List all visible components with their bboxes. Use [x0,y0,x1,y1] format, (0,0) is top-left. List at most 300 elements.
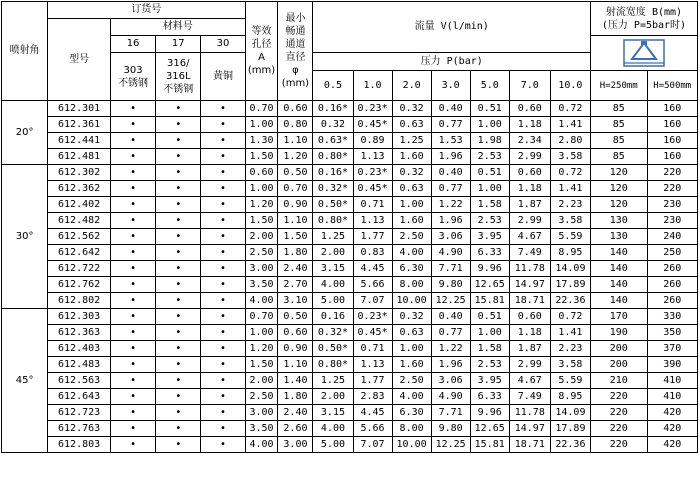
spray-angle-cell: 45° [2,309,48,453]
material-16-dot: • [110,389,155,405]
flow-cell: 1.18 [509,181,550,197]
flow-cell: 4.00 [392,245,431,261]
material-17-dot: • [156,229,201,245]
min-passage-cell: 1.40 [278,373,313,389]
material-316-header [156,53,201,101]
model-cell: 612.642 [48,245,111,261]
flow-cell: 0.83 [353,245,392,261]
pressure-value: 10.0 [550,71,590,101]
flow-cell: 9.80 [431,277,470,293]
equiv-orifice-line: A [258,52,265,63]
width-h250-cell: 220 [590,421,647,437]
flow-cell: 1.22 [431,197,470,213]
material-16-dot: • [110,437,155,453]
pressure-value: 3.0 [431,71,470,101]
flow-cell: 0.77 [431,181,470,197]
table-row [2,261,698,277]
width-h500-cell: 230 [647,197,697,213]
flow-cell: 4.00 [392,389,431,405]
flow-cell: 12.25 [431,437,470,453]
flow-cell: 0.23* [353,309,392,325]
model-cell: 612.361 [48,117,111,133]
material-17-dot: • [156,293,201,309]
equiv-orifice-cell: 1.50 [245,213,278,229]
flow-cell: 0.45* [353,325,392,341]
flow-cell: 3.58 [550,149,590,165]
flow-cell: 0.23* [353,165,392,181]
material-17-dot: • [156,341,201,357]
model-cell: 612.482 [48,213,111,229]
material-30-dot: • [201,421,245,437]
flow-cell: 2.23 [550,197,590,213]
width-h500-cell: 420 [647,437,697,453]
equiv-orifice-cell: 0.60 [245,165,278,181]
material-30-dot: • [201,101,245,117]
flow-cell: 15.81 [470,437,509,453]
equiv-orifice-cell: 3.00 [245,261,278,277]
flow-cell: 1.60 [392,357,431,373]
material-316-line: 316/ [167,58,190,69]
min-passage-cell: 0.60 [278,101,313,117]
material-no-header: 材料号 [110,19,245,36]
equiv-orifice-line: 等效 [251,26,272,37]
flow-cell: 14.97 [509,277,550,293]
equiv-orifice-cell: 1.00 [245,325,278,341]
width-h250-cell: 120 [590,165,647,181]
flow-cell: 8.95 [550,245,590,261]
flow-cell: 1.96 [431,149,470,165]
flow-cell: 1.41 [550,325,590,341]
flow-cell: 1.18 [509,117,550,133]
flow-cell: 22.36 [550,437,590,453]
min-passage-cell: 2.40 [278,405,313,421]
flow-cell: 0.71 [353,341,392,357]
equiv-orifice-cell: 4.00 [245,293,278,309]
material-30-dot: • [201,325,245,341]
flow-cell: 1.96 [431,357,470,373]
flow-cell: 5.59 [550,373,590,389]
material-16-dot: • [110,181,155,197]
flow-cell: 2.53 [470,213,509,229]
flow-cell: 1.18 [509,325,550,341]
material-30-dot: • [201,165,245,181]
flow-cell: 1.00 [470,117,509,133]
equiv-orifice-line: (mm) [247,65,276,76]
flow-cell: 7.49 [509,389,550,405]
nozzle-spec-table [1,1,698,453]
width-h500-cell: 230 [647,213,697,229]
flow-cell: 6.30 [392,261,431,277]
model-cell: 612.301 [48,101,111,117]
material-16-dot: • [110,149,155,165]
model-cell: 612.481 [48,149,111,165]
flow-cell: 7.07 [353,293,392,309]
flow-cell: 1.98 [470,133,509,149]
width-h500-cell: 160 [647,149,697,165]
flow-cell: 11.78 [509,261,550,277]
width-h250-cell: 85 [590,117,647,133]
material-30-dot: • [201,149,245,165]
material-16-dot: • [110,277,155,293]
model-cell: 612.563 [48,373,111,389]
flow-cell: 0.40 [431,165,470,181]
width-h250-cell: 210 [590,373,647,389]
flow-cell: 9.96 [470,261,509,277]
material-16-dot: • [110,373,155,389]
model-cell: 612.302 [48,165,111,181]
flow-cell: 0.72 [550,101,590,117]
flow-cell: 2.00 [313,245,353,261]
material-30-dot: • [201,229,245,245]
flow-cell: 7.07 [353,437,392,453]
material-17-dot: • [156,261,201,277]
equiv-orifice-cell: 1.50 [245,357,278,373]
flow-cell: 10.00 [392,293,431,309]
table-row [2,165,698,181]
model-cell: 612.303 [48,309,111,325]
model-cell: 612.723 [48,405,111,421]
table-row [2,117,698,133]
flow-cell: 1.00 [470,181,509,197]
min-passage-cell: 0.60 [278,325,313,341]
min-passage-cell: 2.40 [278,261,313,277]
equiv-orifice-cell: 2.00 [245,373,278,389]
flow-cell: 0.72 [550,309,590,325]
flow-cell: 4.45 [353,405,392,421]
flow-cell: 3.15 [313,405,353,421]
table-row [2,245,698,261]
width-h500-cell: 160 [647,101,697,117]
spray-angle-header: 喷射角 [2,2,48,101]
material-17-dot: • [156,325,201,341]
width-h500-header: H=500mm [647,71,697,101]
flow-cell: 2.23 [550,341,590,357]
equiv-orifice-cell: 2.50 [245,245,278,261]
width-h500-cell: 420 [647,421,697,437]
flow-cell: 14.09 [550,261,590,277]
flow-cell: 4.67 [509,229,550,245]
width-h500-cell: 260 [647,293,697,309]
material-17-dot: • [156,117,201,133]
model-cell: 612.722 [48,261,111,277]
width-h250-header: H=250mm [590,71,647,101]
material-17-dot: • [156,213,201,229]
material-30-dot: • [201,261,245,277]
flow-cell: 0.16* [313,101,353,117]
flow-cell: 0.40 [431,101,470,117]
flow-cell: 0.16 [313,309,353,325]
flow-cell: 5.59 [550,229,590,245]
flow-cell: 1.60 [392,149,431,165]
table-row [2,405,698,421]
min-passage-cell: 3.10 [278,293,313,309]
table-row [2,389,698,405]
model-cell: 612.643 [48,389,111,405]
flow-cell: 2.53 [470,357,509,373]
flow-cell: 0.63 [392,181,431,197]
min-passage-line: φ [292,65,299,76]
flow-cell: 2.99 [509,213,550,229]
flow-cell: 17.89 [550,421,590,437]
flow-cell: 2.83 [353,389,392,405]
flow-cell: 1.41 [550,117,590,133]
flow-cell: 1.77 [353,373,392,389]
width-h250-cell: 130 [590,229,647,245]
table-row [2,149,698,165]
width-h250-cell: 140 [590,293,647,309]
flow-cell: 1.13 [353,149,392,165]
flow-cell: 0.45* [353,181,392,197]
flow-cell: 6.30 [392,405,431,421]
material-17-dot: • [156,357,201,373]
material-code-17: 17 [156,36,201,53]
flow-cell: 0.89 [353,133,392,149]
material-17-dot: • [156,101,201,117]
flow-cell: 3.95 [470,229,509,245]
table-row [2,101,698,117]
material-brass-header: 黄铜 [201,53,245,101]
table-row [2,341,698,357]
flow-cell: 18.71 [509,437,550,453]
flow-cell: 11.78 [509,405,550,421]
width-h500-cell: 410 [647,389,697,405]
equiv-orifice-cell: 2.50 [245,389,278,405]
model-cell: 612.763 [48,421,111,437]
flow-cell: 0.51 [470,309,509,325]
flow-cell: 0.80* [313,357,353,373]
material-303-line: 不锈钢 [118,77,149,89]
material-30-dot: • [201,277,245,293]
model-cell: 612.402 [48,197,111,213]
material-30-dot: • [201,405,245,421]
pressure-value: 5.0 [470,71,509,101]
width-h250-cell: 200 [590,357,647,373]
min-passage-line: 直径 [285,52,306,63]
table-row [2,325,698,341]
table-row [2,197,698,213]
width-h250-cell: 220 [590,389,647,405]
flow-cell: 5.00 [313,293,353,309]
flow-cell: 1.53 [431,133,470,149]
flow-cell: 10.00 [392,437,431,453]
flow-cell: 1.22 [431,341,470,357]
flow-cell: 7.49 [509,245,550,261]
flow-cell: 0.72 [550,165,590,181]
model-cell: 612.363 [48,325,111,341]
flow-cell: 6.33 [470,389,509,405]
flow-cell: 1.00 [392,341,431,357]
width-h250-cell: 85 [590,149,647,165]
flow-cell: 0.60 [509,101,550,117]
flow-cell: 8.00 [392,421,431,437]
width-h250-cell: 190 [590,325,647,341]
material-16-dot: • [110,117,155,133]
min-passage-cell: 0.50 [278,309,313,325]
spray-angle-cell: 30° [2,165,48,309]
table-row [2,357,698,373]
flow-cell: 3.15 [313,261,353,277]
flow-cell: 1.25 [313,373,353,389]
width-h500-cell: 370 [647,341,697,357]
width-h250-cell: 120 [590,181,647,197]
pressure-value: 1.0 [353,71,392,101]
width-h250-cell: 85 [590,133,647,149]
min-passage-cell: 0.50 [278,165,313,181]
min-passage-cell: 0.90 [278,341,313,357]
width-h250-cell: 140 [590,261,647,277]
width-h500-cell: 250 [647,245,697,261]
width-h500-cell: 420 [647,405,697,421]
material-303-header [110,53,155,101]
material-17-dot: • [156,149,201,165]
min-passage-cell: 1.80 [278,389,313,405]
flow-cell: 0.50* [313,341,353,357]
model-cell: 612.362 [48,181,111,197]
material-30-dot: • [201,389,245,405]
flow-cell: 1.13 [353,357,392,373]
width-h250-cell: 200 [590,341,647,357]
flow-cell: 3.58 [550,357,590,373]
flow-cell: 0.45* [353,117,392,133]
flow-cell: 0.51 [470,165,509,181]
material-17-dot: • [156,373,201,389]
material-17-dot: • [156,165,201,181]
table-row [2,213,698,229]
material-16-dot: • [110,325,155,341]
width-h250-cell: 140 [590,245,647,261]
flow-cell: 0.77 [431,325,470,341]
material-30-dot: • [201,245,245,261]
material-17-dot: • [156,245,201,261]
width-h500-cell: 160 [647,133,697,149]
width-h250-cell: 220 [590,405,647,421]
width-h500-cell: 390 [647,357,697,373]
flow-cell: 4.67 [509,373,550,389]
flow-cell: 6.33 [470,245,509,261]
min-passage-cell: 0.70 [278,181,313,197]
spray-pattern-logo-icon [623,39,665,67]
material-30-dot: • [201,213,245,229]
table-body [2,101,698,453]
flow-cell: 0.77 [431,117,470,133]
min-passage-cell: 1.10 [278,357,313,373]
spray-width-title: 射流宽度 B(mm) [605,6,683,18]
pressure-value: 0.5 [313,71,353,101]
width-h500-cell: 330 [647,309,697,325]
flow-cell: 0.63* [313,133,353,149]
flow-cell: 1.60 [392,213,431,229]
material-17-dot: • [156,309,201,325]
flow-cell: 8.00 [392,277,431,293]
material-30-dot: • [201,181,245,197]
flow-cell: 2.50 [392,373,431,389]
material-16-dot: • [110,101,155,117]
pressure-value: 2.0 [392,71,431,101]
spray-width-condition: (压力 P=5bar时) [601,19,687,31]
flow-cell: 2.50 [392,229,431,245]
flow-cell: 4.00 [313,277,353,293]
flow-cell: 0.60 [509,165,550,181]
min-passage-line: 畅通 [285,26,306,37]
order-no-header: 订货号 [48,2,245,19]
equiv-orifice-cell: 1.50 [245,149,278,165]
min-passage-cell: 1.80 [278,245,313,261]
min-passage-cell: 1.20 [278,149,313,165]
model-header: 型号 [48,19,111,101]
material-16-dot: • [110,133,155,149]
flow-cell: 1.25 [392,133,431,149]
material-16-dot: • [110,405,155,421]
flow-cell: 5.00 [313,437,353,453]
flow-cell: 4.00 [313,421,353,437]
model-cell: 612.802 [48,293,111,309]
material-16-dot: • [110,309,155,325]
flow-cell: 17.89 [550,277,590,293]
flow-cell: 15.81 [470,293,509,309]
material-30-dot: • [201,357,245,373]
material-17-dot: • [156,277,201,293]
flow-cell: 4.90 [431,245,470,261]
equiv-orifice-cell: 1.00 [245,117,278,133]
flow-cell: 1.00 [392,197,431,213]
material-17-dot: • [156,389,201,405]
width-h500-cell: 220 [647,165,697,181]
flow-cell: 12.65 [470,421,509,437]
flow-cell: 5.66 [353,277,392,293]
flow-cell: 22.36 [550,293,590,309]
flow-cell: 8.95 [550,389,590,405]
flow-cell: 0.40 [431,309,470,325]
width-h250-cell: 120 [590,197,647,213]
flow-cell: 14.09 [550,405,590,421]
material-30-dot: • [201,341,245,357]
spray-width-header [590,2,697,36]
flow-cell: 0.60 [509,309,550,325]
flow-cell: 0.63 [392,117,431,133]
equiv-orifice-cell: 0.70 [245,309,278,325]
flow-cell: 0.80* [313,213,353,229]
material-17-dot: • [156,181,201,197]
flow-cell: 12.25 [431,293,470,309]
equiv-orifice-cell: 4.00 [245,437,278,453]
width-h500-cell: 160 [647,117,697,133]
table-header [2,2,698,101]
table-row [2,309,698,325]
table-row [2,229,698,245]
table-row [2,373,698,389]
flow-cell: 0.63 [392,325,431,341]
equiv-orifice-cell: 3.50 [245,277,278,293]
flow-cell: 1.77 [353,229,392,245]
material-16-dot: • [110,165,155,181]
equiv-orifice-line: 孔径 [251,39,272,50]
flow-cell: 3.06 [431,373,470,389]
material-30-dot: • [201,133,245,149]
flow-cell: 1.41 [550,181,590,197]
flow-cell: 3.06 [431,229,470,245]
material-16-dot: • [110,261,155,277]
min-passage-cell: 1.10 [278,213,313,229]
flow-cell: 2.99 [509,149,550,165]
material-16-dot: • [110,421,155,437]
model-cell: 612.441 [48,133,111,149]
flow-header: 流量 V(l/min) [313,2,591,53]
flow-cell: 2.53 [470,149,509,165]
flow-cell: 3.58 [550,213,590,229]
table-row [2,437,698,453]
material-316-line: 不锈钢 [163,84,194,95]
material-16-dot: • [110,245,155,261]
